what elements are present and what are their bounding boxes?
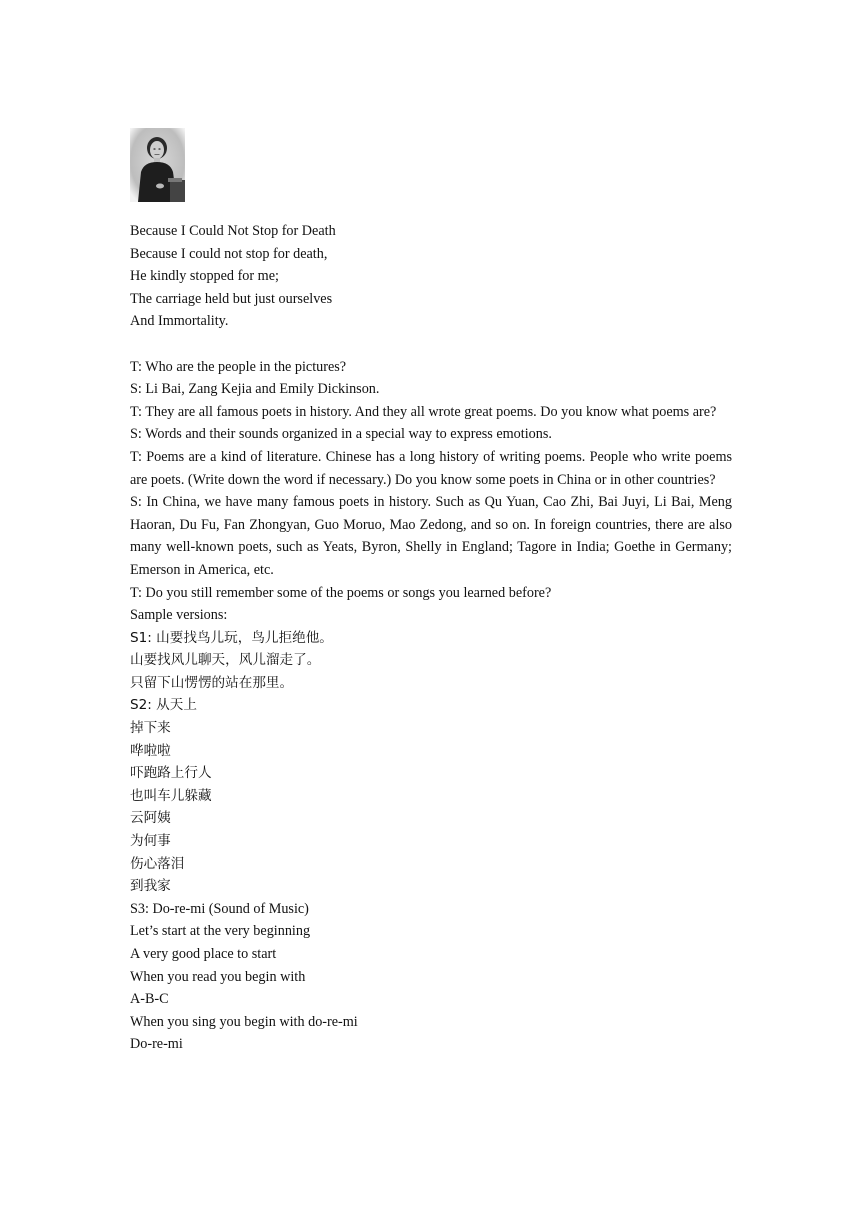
sample-s2-line: 云阿姨 — [130, 810, 171, 827]
sample-s3-line: When you sing you begin with do-re-mi — [130, 1013, 358, 1030]
sample-s3-line: A-B-C — [130, 991, 169, 1008]
sample-s2-line: 伤心落泪 — [130, 855, 185, 872]
sample-s3-line: A very good place to start — [130, 946, 277, 962]
blank-line — [130, 333, 732, 356]
portrait-image — [130, 128, 185, 202]
sample-s1-line: S1: 山要找鸟儿玩，鸟儿拒绝他。 — [130, 629, 333, 646]
poem-line: He kindly stopped for me; — [130, 268, 279, 285]
sample-s2-line: 为何事 — [130, 833, 171, 850]
sample-s3-line: S3: Do-re-mi (Sound of Music) — [130, 900, 309, 917]
dialogue-turn: S: Words and their sounds organized in a special way to express emotions. — [130, 426, 552, 443]
dialogue-turn: T: They are all famous poets in history. And they all wrote great poems. Do you know what poems are? — [130, 403, 717, 420]
document-body — [130, 220, 732, 1056]
sample-s1-line: 山要找风儿聊天，风儿溜走了。 — [130, 652, 321, 669]
dialogue-turn: T: Who are the people in the pictures? — [130, 358, 347, 375]
sample-s3-line: Let’s start at the very beginning — [130, 923, 311, 940]
sample-s2-line: 哗啦啦 — [130, 742, 171, 759]
samples-heading: Sample versions: — [130, 607, 228, 624]
poem-title: Because I Could Not Stop for Death — [130, 223, 336, 239]
sample-s2-line: S2: 从天上 — [130, 697, 197, 714]
dialogue-turn: T: Poems are a kind of literature. Chinese has a long history of writing poems. People who write poems are poets. (Write down the word if necessary.) Do you know some poets in China or in other countries? — [130, 448, 732, 488]
dialogue-turn: S: In China, we have many famous poets in history. Such as Qu Yuan, Cao Zhi, Bai Juyi, Li Bai, Meng Haoran, Du Fu, Fan Zhongyan, Guo Moruo, Mao Zedong, and so on. In foreign countries, there are also many well-known poets, such as Yeats, Byron, Shelly in England; Tagore in India; Goethe in Germany; Emerson in America, etc. — [130, 494, 732, 578]
poem-line: Because I could not stop for death, — [130, 245, 328, 262]
sample-s3-line: Do-re-mi — [130, 1036, 183, 1053]
dialogue-turn: S: Li Bai, Zang Kejia and Emily Dickinson. — [130, 381, 380, 398]
samples-block — [130, 604, 732, 1056]
sample-s2-line: 到我家 — [130, 878, 171, 895]
poem-line: And Immortality. — [130, 313, 229, 330]
sample-s1-line: 只留下山愣愣的站在那里。 — [130, 674, 294, 691]
sample-s2-line: 掉下来 — [130, 720, 171, 737]
sample-s2-line: 吓跑路上行人 — [130, 765, 212, 782]
dialogue-turn: T: Do you still remember some of the poems or songs you learned before? — [130, 584, 552, 601]
poem-line: The carriage held but just ourselves — [130, 290, 333, 307]
sample-s3-line: When you read you begin with — [130, 968, 306, 985]
portrait-photo-icon — [130, 128, 185, 202]
poem-block — [130, 220, 732, 333]
sample-s2-line: 也叫车儿躲藏 — [130, 787, 212, 804]
dialogue-block — [130, 356, 732, 605]
